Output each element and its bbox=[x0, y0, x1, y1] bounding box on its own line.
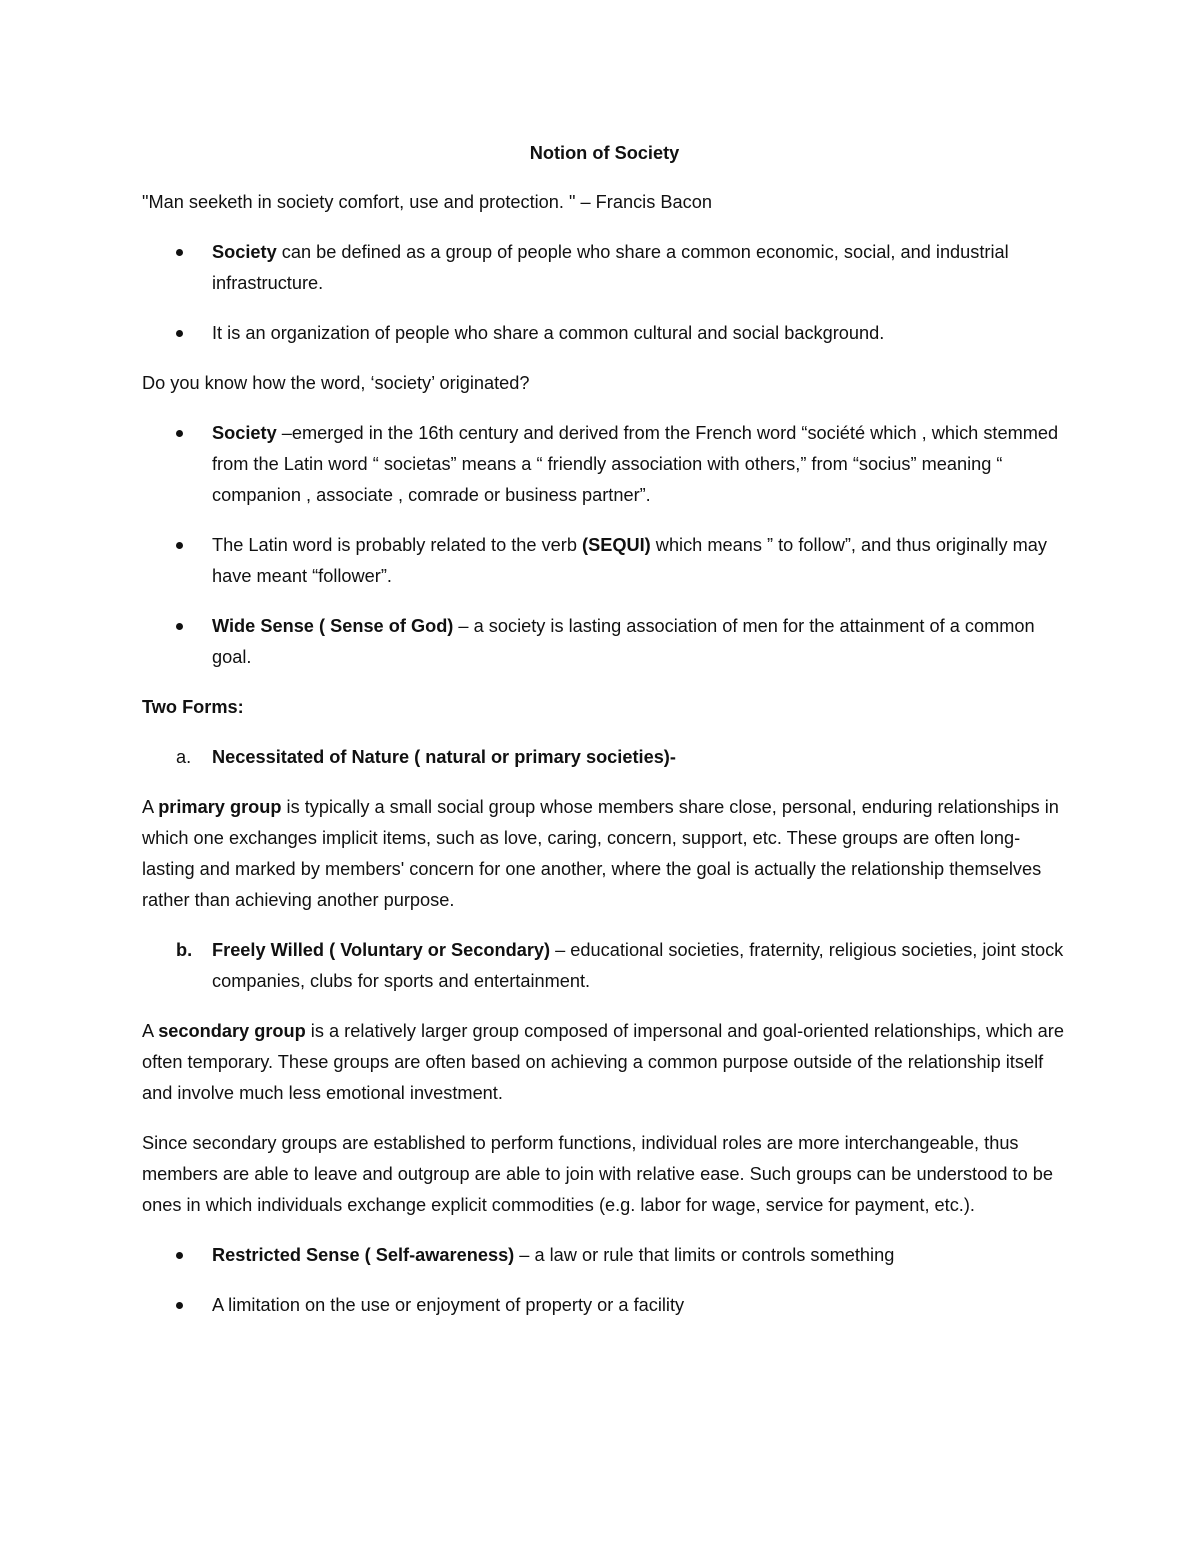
list-item bbox=[142, 318, 1067, 349]
list-item bbox=[142, 1290, 1067, 1321]
form-a-label: Necessitated of Nature ( natural or primary societies)- bbox=[212, 747, 676, 767]
term-bold: Restricted Sense ( Self-awareness) bbox=[212, 1245, 515, 1265]
item-text: which means ” to follow”, and thus originally may have meant “follower”. bbox=[212, 535, 1048, 586]
functions-paragraph: Since secondary groups are established to perform functions, individual roles are more interchangeable, thus members are able to leave and outgroup are able to join with relative ease. Such groups can be understood to be ones in which individuals exchange explicit commodities (e.g. labor for wage, service for payment, etc.). bbox=[142, 1133, 1053, 1215]
list-item bbox=[142, 237, 1067, 299]
term-bold: Society bbox=[212, 423, 277, 443]
form-b-item bbox=[142, 935, 1067, 997]
term-bold: Wide Sense ( Sense of God) bbox=[212, 616, 454, 636]
secondary-group-paragraph: A secondary group is a relatively larger group composed of impersonal and goal-oriented relationships, which are often temporary. These groups are often based on achieving a common purpose outside of the relationship itself and involve much less emotional investment. bbox=[142, 1021, 1064, 1103]
term-bold: primary group bbox=[158, 797, 282, 817]
item-text-pre: The Latin word is probably related to the verb bbox=[212, 535, 583, 555]
item-text: –emerged in the 16th century and derived from the French word “société which , which stemmed from the Latin word “ societas” means a “ friendly association with others,” from “socius” meaning “ companion , associate , comrade or business partner”. bbox=[212, 423, 1059, 505]
document-page bbox=[142, 138, 1067, 1340]
item-text: – a law or rule that limits or controls something bbox=[514, 1245, 895, 1265]
item-text: – educational societies, fraternity, religious societies, joint stock companies, clubs for sports and entertainment. bbox=[212, 940, 1064, 991]
list-item bbox=[142, 418, 1067, 511]
document-title: Notion of Society bbox=[529, 143, 680, 163]
item-text: can be defined as a group of people who share a common economic, social, and industrial infrastructure. bbox=[212, 242, 1009, 293]
bullet-icon bbox=[176, 542, 183, 549]
form-a-item bbox=[142, 742, 1067, 773]
definition-list bbox=[142, 237, 1067, 349]
origin-question: Do you know how the word, ‘society’ originated? bbox=[142, 373, 530, 393]
restricted-list bbox=[142, 1240, 1067, 1321]
list-item bbox=[142, 1240, 1067, 1271]
two-forms-label: Two Forms: bbox=[142, 697, 244, 717]
opening-quote: "Man seeketh in society comfort, use and protection. " – Francis Bacon bbox=[142, 192, 712, 212]
bullet-icon bbox=[176, 1302, 183, 1309]
item-text: It is an organization of people who share a common cultural and social background. bbox=[212, 323, 885, 343]
list-item bbox=[142, 530, 1067, 592]
bullet-icon bbox=[176, 1252, 183, 1259]
term-bold: Society bbox=[212, 242, 277, 262]
primary-group-paragraph: A primary group is typically a small social group whose members share close, personal, enduring relationships in which one exchanges implicit items, such as love, caring, concern, support, etc. These groups are often long-lasting and marked by members' concern for one another, where the goal is actually the relationship themselves rather than achieving another purpose. bbox=[142, 797, 1059, 910]
item-text: A limitation on the use or enjoyment of property or a facility bbox=[212, 1295, 685, 1315]
list-letter: a. bbox=[176, 747, 192, 767]
bullet-icon bbox=[176, 249, 183, 256]
bullet-icon bbox=[176, 623, 183, 630]
item-text: – a society is lasting association of men for the attainment of a common goal. bbox=[212, 616, 1035, 667]
form-b-label: Freely Willed ( Voluntary or Secondary) bbox=[212, 940, 551, 960]
bullet-icon bbox=[176, 330, 183, 337]
origin-list bbox=[142, 418, 1067, 673]
list-letter: b. bbox=[176, 940, 193, 960]
list-item bbox=[142, 611, 1067, 673]
term-bold: secondary group bbox=[158, 1021, 306, 1041]
bullet-icon bbox=[176, 430, 183, 437]
term-bold: (SEQUI) bbox=[582, 535, 651, 555]
